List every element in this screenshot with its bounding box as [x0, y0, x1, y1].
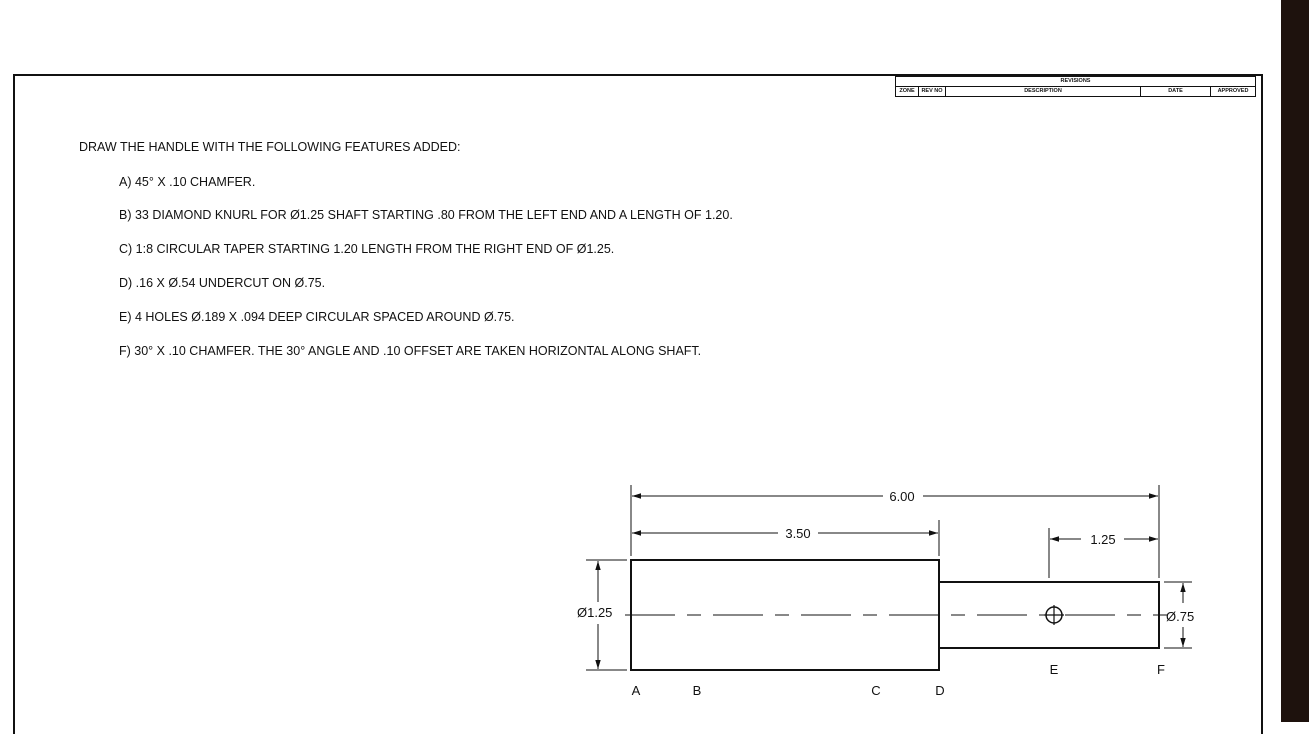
point-label-f: F [1157, 662, 1165, 677]
point-label-a: A [631, 683, 641, 698]
revisions-col-rev-no: REV NO [919, 87, 946, 97]
point-label-b: B [692, 683, 702, 698]
dim-small-diameter: Ø.75 [1166, 609, 1195, 624]
instruction-item-e: E) 4 HOLES Ø.189 X .094 DEEP CIRCULAR SPACED AROUND Ø.75. [119, 310, 515, 324]
dim-overall-length: 6.00 [889, 489, 915, 504]
revisions-col-zone: ZONE [896, 87, 919, 97]
dim-large-diameter: Ø1.25 [577, 605, 613, 620]
instruction-item-d: D) .16 X Ø.54 UNDERCUT ON Ø.75. [119, 276, 326, 290]
revisions-col-approved: APPROVED [1211, 87, 1256, 97]
point-label-d: D [935, 683, 945, 698]
dim-large-section-length: 3.50 [785, 526, 811, 541]
instruction-item-b: B) 33 DIAMOND KNURL FOR Ø1.25 SHAFT STARTING .80 FROM THE LEFT END AND A LENGTH OF 1.20. [119, 208, 733, 222]
revisions-col-description: DESCRIPTION [946, 87, 1141, 97]
revisions-col-date: DATE [1141, 87, 1211, 97]
dim-hole-location: 1.25 [1090, 532, 1116, 547]
point-label-c: C [871, 683, 881, 698]
revisions-title: REVISIONS [896, 77, 1256, 87]
instruction-item-f: F) 30° X .10 CHAMFER. THE 30° ANGLE AND .10 OFFSET ARE TAKEN HORIZONTAL ALONG SHAFT. [119, 344, 702, 358]
instruction-item-a: A) 45° X .10 CHAMFER. [119, 175, 256, 189]
point-label-e: E [1049, 662, 1059, 677]
instruction-item-c: C) 1:8 CIRCULAR TAPER STARTING 1.20 LENGTH FROM THE RIGHT END OF Ø1.25. [119, 242, 615, 256]
side-bar [1281, 0, 1309, 722]
instructions-heading: DRAW THE HANDLE WITH THE FOLLOWING FEATURES ADDED: [79, 140, 461, 154]
